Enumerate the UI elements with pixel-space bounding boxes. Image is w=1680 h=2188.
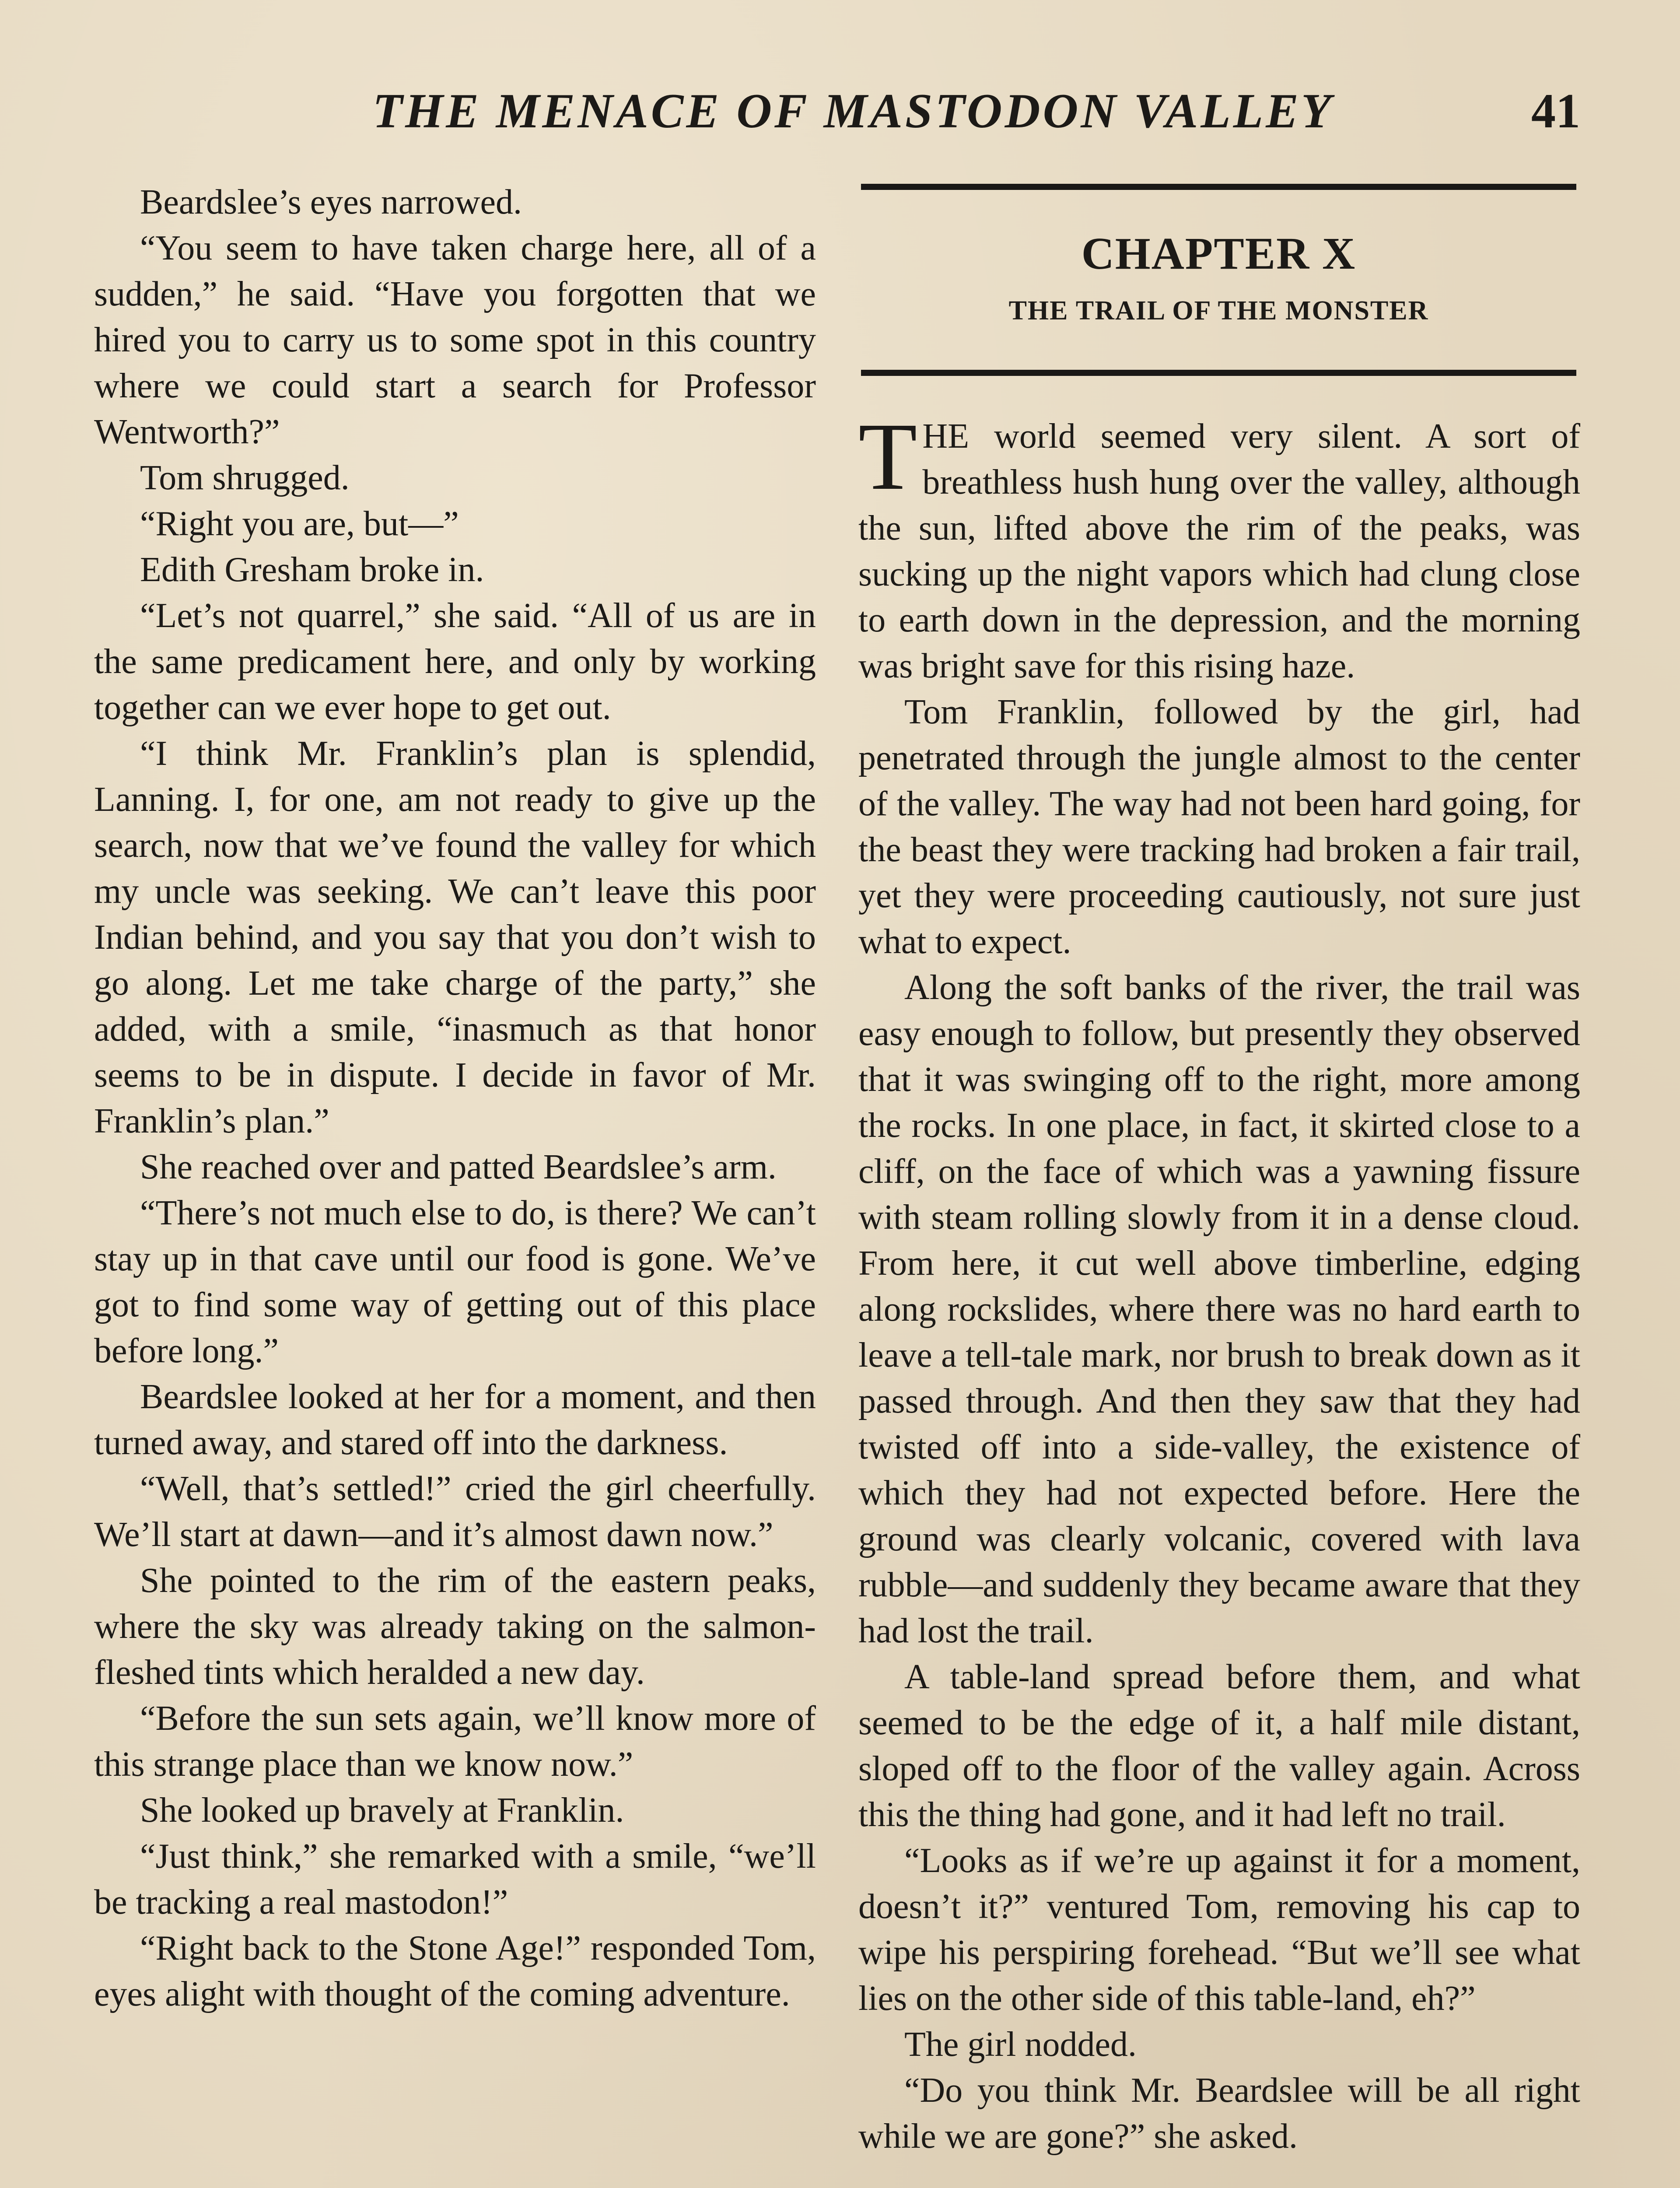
paragraph: “Well, that’s settled!” cried the girl cheerfully. We’ll start at dawn—and it’s almost dawn now.” <box>94 1469 816 1554</box>
paragraph: She pointed to the rim of the eastern peaks, where the sky was already taking on the salmon-fleshed tints which heralded a new day. <box>94 1561 816 1692</box>
paragraph: Edith Gresham broke in. <box>140 551 484 589</box>
paragraph: “There’s not much else to do, is there? We can’t stay up in that cave until our food is gone. We’ve got to find some way of getting out of this place before long.” <box>94 1194 816 1370</box>
running-head-title: THE MENACE OF MASTODON VALLEY <box>372 84 1334 138</box>
paragraph: She looked up bravely at Franklin. <box>140 1791 624 1830</box>
paragraph: She reached over and patted Beardslee’s arm. <box>140 1148 777 1186</box>
chapter-rule-top <box>861 184 1576 190</box>
paragraph: “Before the sun sets again, we’ll know more of this strange place than we know now.” <box>94 1699 816 1784</box>
paragraph: “Let’s not quarrel,” she said. “All of us are in the same predicament here, and only by working together can we ever hope to get out. <box>94 596 816 727</box>
paragraph: “Just think,” she remarked with a smile, “we’ll be tracking a real mastodon!” <box>94 1837 816 1922</box>
paragraph: Beardslee’s eyes narrowed. <box>140 183 522 221</box>
chapter-title: THE TRAIL OF THE MONSTER <box>1008 296 1429 326</box>
left-column <box>94 179 816 2017</box>
paragraph: “Right you are, but—” <box>140 505 459 543</box>
paragraph: “Do you think Mr. Beardslee will be all right while we are gone?” she asked. <box>858 2071 1580 2156</box>
opening-paragraph <box>858 403 1580 689</box>
paragraph: “Looks as if we’re up against it for a moment, doesn’t it?” ventured Tom, removing his cap to wipe his perspiring forehead. “But we’ll see what lies on the other side of this table-land, eh?” <box>858 1841 1580 2018</box>
paragraph: “Right back to the Stone Age!” responded Tom, eyes alight with thought of the coming adventure. <box>94 1929 816 2013</box>
paragraph: The girl nodded. <box>904 2025 1137 2064</box>
page-number: 41 <box>1531 84 1580 138</box>
drop-cap: T <box>858 403 917 510</box>
opening-paragraph-text: HE world seemed very silent. A sort of breathless hush hung over the valley, although the sun, lifted above the rim of the peaks, was sucking up the night vapors which had clung close to earth down in the depression, and the morning was bright save for this rising haze. <box>858 417 1580 685</box>
paragraph: “I think Mr. Franklin’s plan is splendid, Lanning. I, for one, am not ready to give up the search, now that we’ve found the valley for which my uncle was seeking. We can’t leave this poor Indian behind, and you say that you don’t wish to go along. Let me take charge of the party,” she added, with a smile, “inasmuch as that honor seems to be in dispute. I decide in favor of Mr. Franklin’s plan.” <box>94 734 816 1140</box>
paragraph: Tom shrugged. <box>140 459 350 497</box>
paragraph: Tom Franklin, followed by the girl, had penetrated through the jungle almost to the center of the valley. The way had not been hard going, for the beast they were tracking had broken a fair trail, yet they were proceeding cautiously, not sure just what to expect. <box>858 693 1580 961</box>
chapter-number: CHAPTER X <box>1081 228 1356 279</box>
paragraph: A table-land spread before them, and what seemed to be the edge of it, a half mile distant, sloped off to the floor of the valley again. Across this the thing had gone, and it had left no trail. <box>858 1658 1580 1834</box>
right-column <box>858 403 1580 2160</box>
chapter-rule-bottom <box>861 370 1576 376</box>
paragraph: Along the soft banks of the river, the trail was easy enough to follow, but presently they observed that it was swinging off to the right, more among the rocks. In one place, in fact, it skirted close to a cliff, on the face of which was a yawning fissure with steam rolling slowly from it in a dense cloud. From here, it cut well above timberline, edging along rockslides, where there was no hard earth to leave a tell-tale mark, nor brush to break down as it passed through. And then they saw that they had twisted off into a side-valley, the existence of which they had not expected before. Here the ground was clearly volcanic, covered with lava rubble—and suddenly they became aware that they had lost the trail. <box>858 968 1580 1650</box>
paragraph: Beardslee looked at her for a moment, and then turned away, and stared off into the darkness. <box>94 1378 816 1462</box>
paragraph: “You seem to have taken charge here, all of a sudden,” he said. “Have you forgotten that we hired you to carry us to some spot in this country where we could start a search for Professor Wentworth?” <box>94 229 816 451</box>
